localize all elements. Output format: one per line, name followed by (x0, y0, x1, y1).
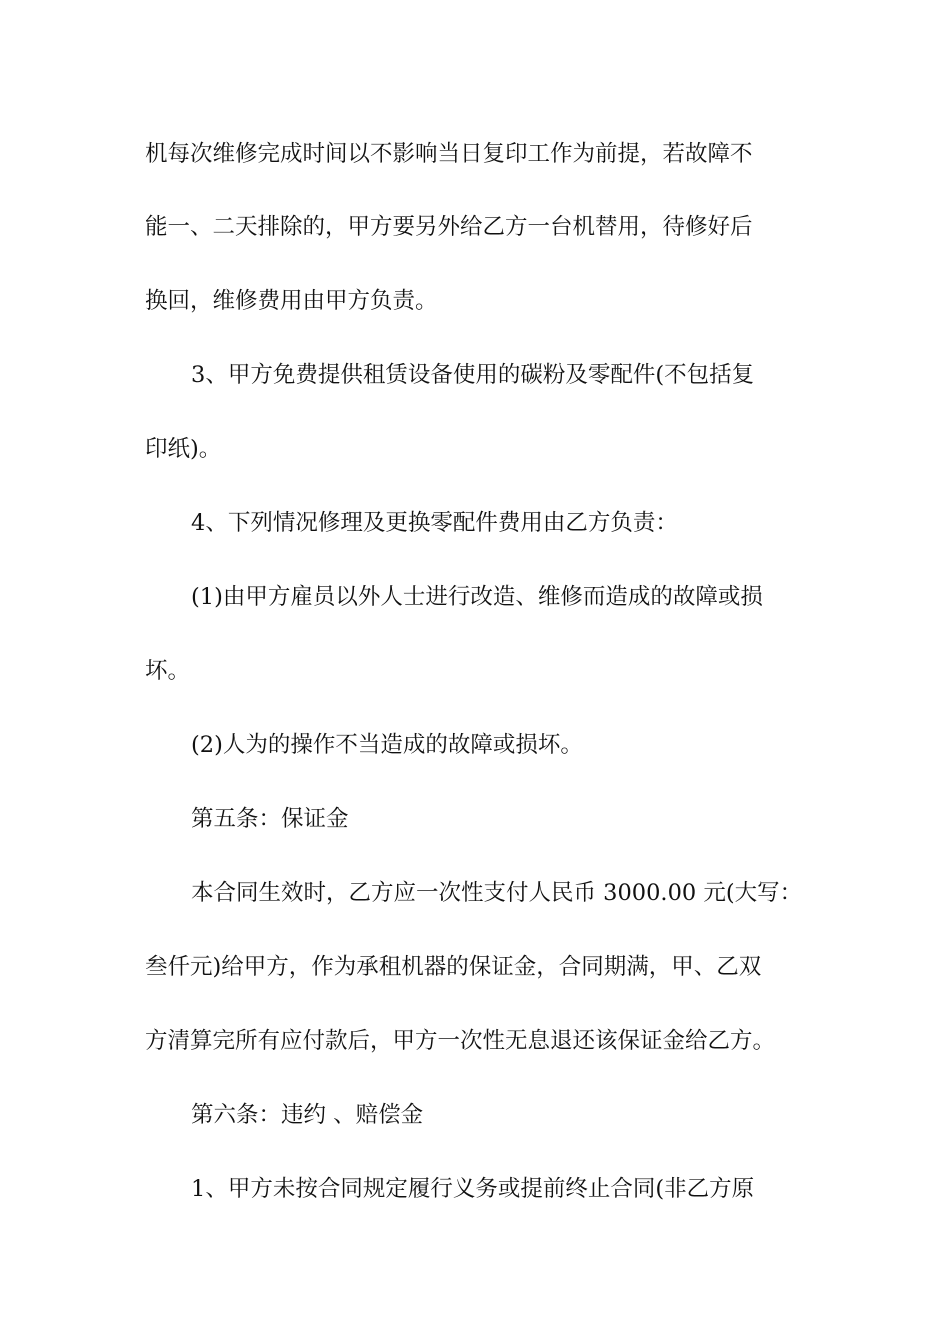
paragraph-start-line: 本合同生效时，乙方应一次性支付人民币 3000.00 元(大写： (191, 880, 803, 906)
text-line: 坏。 (145, 658, 191, 684)
paragraph-start-line: 1、甲方未按合同规定履行义务或提前终止合同(非乙方原 (191, 1176, 755, 1202)
section-heading: 第六条：违约 、赔偿金 (191, 1102, 424, 1128)
text-line: 机每次维修完成时间以不影响当日复印工作为前提，若故障不 (145, 141, 753, 167)
text-line: 能一、二天排除的，甲方要另外给乙方一台机替用，待修好后 (145, 214, 753, 240)
text-line: 叁仟元)给甲方，作为承租机器的保证金，合同期满，甲、乙双 (145, 954, 762, 980)
paragraph-start-line: (2)人为的操作不当造成的故障或损坏。 (191, 732, 583, 758)
text-line: 印纸)。 (145, 436, 222, 462)
text-line: 换回，维修费用由甲方负责。 (145, 288, 438, 314)
text-line: 方清算完所有应付款后，甲方一次性无息退还该保证金给乙方。 (145, 1028, 776, 1054)
paragraph-start-line: 3、甲方免费提供租赁设备使用的碳粉及零配件(不包括复 (191, 362, 755, 388)
paragraph-start-line: (1)由甲方雇员以外人士进行改造、维修而造成的故障或损 (191, 584, 763, 610)
section-heading: 第五条：保证金 (191, 806, 349, 832)
paragraph-start-line: 4、下列情况修理及更换零配件费用由乙方负责： (191, 510, 678, 536)
